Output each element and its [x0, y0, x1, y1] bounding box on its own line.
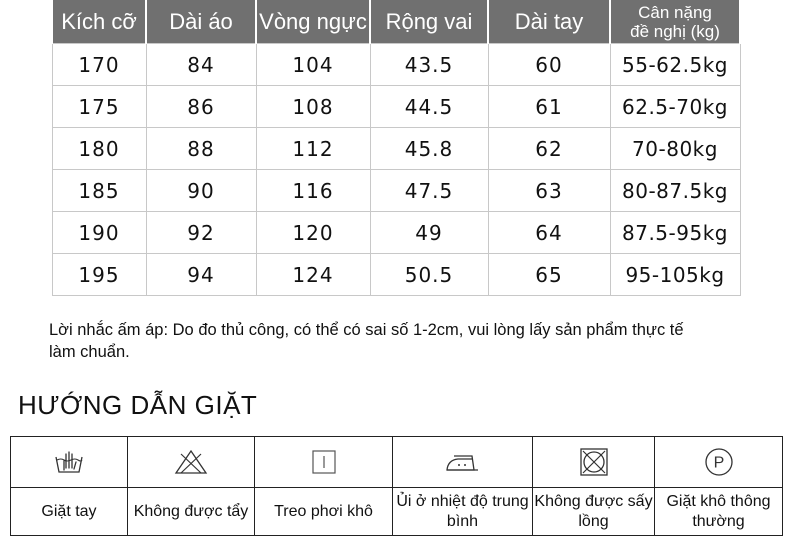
size-cell: 112 — [256, 128, 370, 170]
header-length: Dài áo — [146, 0, 256, 44]
size-cell: 65 — [488, 254, 610, 296]
size-cell: 104 — [256, 44, 370, 86]
size-cell: 50.5 — [370, 254, 488, 296]
size-cell: 62 — [488, 128, 610, 170]
size-cell: 61 — [488, 86, 610, 128]
dry-clean-icon — [655, 437, 782, 488]
size-cell: 43.5 — [370, 44, 488, 86]
size-table — [51, 0, 741, 296]
svg-text:P: P — [713, 454, 724, 472]
care-label: Giặt khô thông thường — [666, 492, 771, 530]
size-row — [52, 212, 740, 254]
care-item-drip-dry — [255, 437, 393, 535]
care-label: Treo phơi khô — [274, 502, 373, 520]
size-cell: 45.8 — [370, 128, 488, 170]
care-item-hand-wash — [11, 437, 128, 535]
header-sleeve: Dài tay — [488, 0, 610, 44]
size-cell: 170 — [52, 44, 146, 86]
size-table-header-row — [52, 0, 740, 44]
header-weight: Cân nặng đề nghị (kg) — [610, 0, 740, 44]
size-row — [52, 254, 740, 296]
size-cell: 116 — [256, 170, 370, 212]
care-label: Không được sấy lồng — [534, 492, 653, 530]
size-table-body — [52, 44, 740, 296]
header-chest: Vòng ngực — [256, 0, 370, 44]
size-cell: 63 — [488, 170, 610, 212]
header-size: Kích cỡ — [52, 0, 146, 44]
care-label: Giặt tay — [41, 502, 97, 520]
size-cell: 86 — [146, 86, 256, 128]
size-cell: 80-87.5kg — [610, 170, 740, 212]
size-cell: 90 — [146, 170, 256, 212]
size-cell: 47.5 — [370, 170, 488, 212]
size-cell: 64 — [488, 212, 610, 254]
size-row — [52, 128, 740, 170]
care-item-iron — [393, 437, 533, 535]
size-cell: 185 — [52, 170, 146, 212]
size-cell: 60 — [488, 44, 610, 86]
size-cell: 95-105kg — [610, 254, 740, 296]
care-label: Ủi ở nhiệt độ trung bình — [396, 492, 529, 530]
size-cell: 62.5-70kg — [610, 86, 740, 128]
size-cell: 92 — [146, 212, 256, 254]
size-cell: 44.5 — [370, 86, 488, 128]
care-item-dry-clean — [655, 437, 782, 535]
size-cell: 88 — [146, 128, 256, 170]
size-row — [52, 86, 740, 128]
measurement-note: Lời nhắc ấm áp: Do đo thủ công, có thể có sai số 1-2cm, vui lòng lấy sản phẩm thực tế làm chuẩn. — [49, 321, 684, 361]
care-item-no-tumble-dry — [533, 437, 655, 535]
care-title: HƯỚNG DẪN GIẶT — [18, 390, 258, 420]
size-cell: 190 — [52, 212, 146, 254]
size-cell: 55-62.5kg — [610, 44, 740, 86]
care-item-no-bleach — [128, 437, 255, 535]
size-cell: 180 — [52, 128, 146, 170]
size-cell: 70-80kg — [610, 128, 740, 170]
size-cell: 124 — [256, 254, 370, 296]
header-shoulder: Rộng vai — [370, 0, 488, 44]
size-cell: 195 — [52, 254, 146, 296]
size-cell: 175 — [52, 86, 146, 128]
size-cell: 49 — [370, 212, 488, 254]
no-tumble-dry-icon — [533, 437, 654, 488]
size-cell: 84 — [146, 44, 256, 86]
hand-wash-icon — [11, 437, 127, 488]
care-table — [10, 436, 783, 536]
size-cell: 120 — [256, 212, 370, 254]
drip-dry-icon — [255, 437, 392, 488]
size-cell: 94 — [146, 254, 256, 296]
size-cell: 108 — [256, 86, 370, 128]
care-label: Không được tẩy — [133, 502, 249, 520]
no-bleach-icon — [128, 437, 254, 488]
size-row — [52, 170, 740, 212]
size-row — [52, 44, 740, 86]
size-cell: 87.5-95kg — [610, 212, 740, 254]
iron-medium-icon — [393, 437, 532, 488]
